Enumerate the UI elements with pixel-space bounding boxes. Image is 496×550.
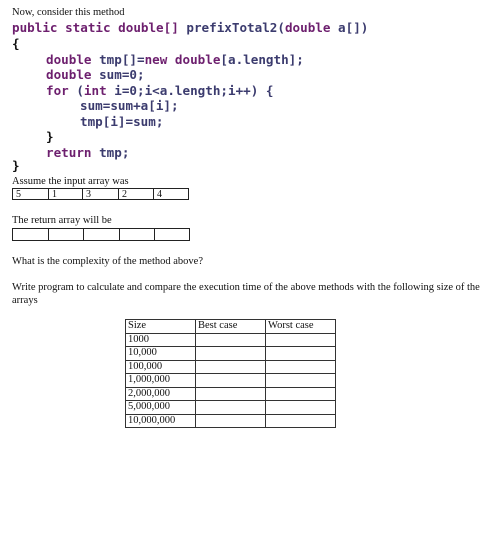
table-row — [126, 360, 336, 374]
table-header-row — [126, 320, 336, 334]
size-cell: 2,000,000 — [126, 387, 196, 401]
question-complexity: What is the complexity of the method above? — [12, 256, 203, 267]
timing-table — [125, 319, 336, 428]
header-worst-case: Worst case — [266, 320, 336, 334]
size-cell: 100,000 — [126, 360, 196, 374]
code-line-4: sum=sum+a[i]; — [80, 98, 179, 113]
worst-cell — [266, 387, 336, 401]
return-array — [12, 228, 190, 241]
size-cell: 10,000 — [126, 347, 196, 361]
best-cell — [196, 387, 266, 401]
array-cell — [119, 228, 155, 241]
table-row — [126, 401, 336, 415]
array-cell — [83, 228, 120, 241]
best-cell — [196, 401, 266, 415]
intro-text: Now, consider this method — [12, 7, 125, 18]
return-label: The return array will be — [12, 215, 112, 226]
worst-cell — [266, 347, 336, 361]
worst-cell — [266, 401, 336, 415]
input-array — [12, 188, 189, 200]
array-cell — [48, 228, 84, 241]
best-cell — [196, 333, 266, 347]
size-cell: 1,000,000 — [126, 374, 196, 388]
size-cell: 10,000,000 — [126, 414, 196, 428]
table-row — [126, 333, 336, 347]
array-cell: 5 — [12, 188, 49, 200]
table-row — [126, 414, 336, 428]
array-cell: 2 — [118, 188, 154, 200]
code-inner-close: } — [46, 129, 54, 144]
table-row — [126, 387, 336, 401]
question-program: Write program to calculate and compare the execution time of the above methods with the following size of the arrays — [12, 282, 480, 306]
array-cell: 4 — [153, 188, 189, 200]
best-cell — [196, 347, 266, 361]
code-signature: public static double[] prefixTotal2(double a[]) — [12, 20, 369, 35]
size-cell: 1000 — [126, 333, 196, 347]
code-line-2: double sum=0; — [46, 67, 145, 82]
worst-cell — [266, 374, 336, 388]
size-cell: 5,000,000 — [126, 401, 196, 415]
code-line-5: tmp[i]=sum; — [80, 114, 164, 129]
worst-cell — [266, 333, 336, 347]
code-line-1: double tmp[]=new double[a.length]; — [46, 52, 304, 67]
array-cell — [154, 228, 190, 241]
array-cell: 3 — [82, 188, 119, 200]
code-line-6: return tmp; — [46, 145, 130, 160]
code-close-brace: } — [12, 158, 20, 173]
header-best-case: Best case — [196, 320, 266, 334]
code-open-brace: { — [12, 36, 20, 51]
code-line-3: for (int i=0;i<a.length;i++) { — [46, 83, 274, 98]
table-row — [126, 374, 336, 388]
best-cell — [196, 414, 266, 428]
best-cell — [196, 374, 266, 388]
worst-cell — [266, 360, 336, 374]
best-cell — [196, 360, 266, 374]
worst-cell — [266, 414, 336, 428]
array-cell — [12, 228, 49, 241]
assume-text: Assume the input array was — [12, 176, 129, 187]
array-cell: 1 — [48, 188, 83, 200]
table-row — [126, 347, 336, 361]
header-size: Size — [126, 320, 196, 334]
